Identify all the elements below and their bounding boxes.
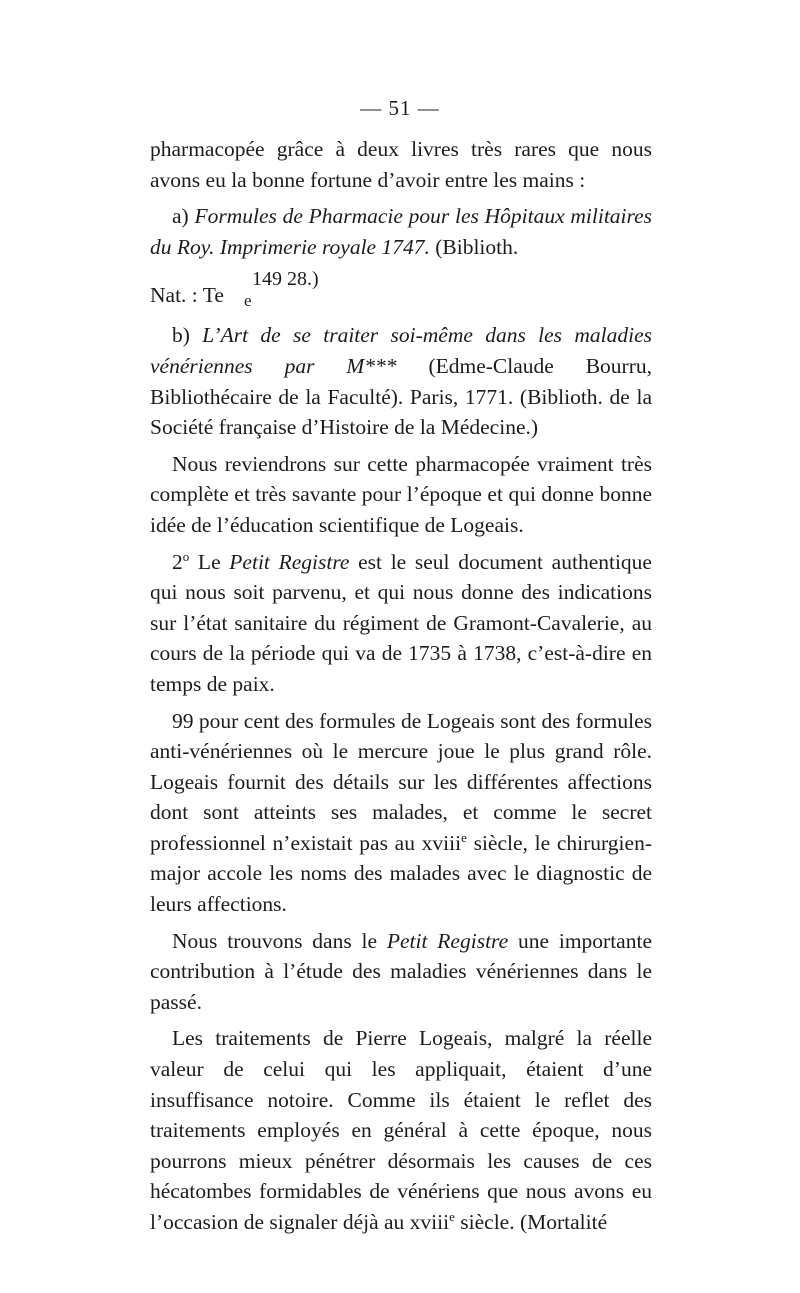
paragraph-intro-text: pharmacopée grâce à deux livres très rares que nous avons eu la bonne fortune d’avoir entre les mains : — [150, 137, 652, 192]
paragraph-reviendrons-text: Nous reviendrons sur cette pharmacopée vraiment très complète et très savante pour l’époque et qui donne bonne idée de l’éducation scientifique de Logeais. — [150, 451, 652, 537]
item-a-prefix: a) — [172, 204, 195, 229]
item-b-suffix: (Edme-Claude Bourru, Bibliothécaire de la Faculté). Paris, 1771. (Biblioth. de la Société française d’Histoire de la Médecine.) — [150, 353, 653, 440]
century-superscript: e — [461, 829, 467, 845]
catalogue-subscript: e — [244, 291, 252, 311]
catalogue-label: Nat. : Te — [150, 283, 224, 308]
paragraph-formules — [150, 706, 652, 920]
body-text — [150, 134, 652, 1244]
formules-text-before: 99 pour cent des formules de Logeais sont des formules anti-vénériennes où le mercure joue le plus grand rôle. Logeais fournit des détails sur les différentes affections dont sont atteints ses malades, et comme le secret professionnel n’existait pas au xviii — [150, 708, 652, 855]
petit-registre-le: Le — [189, 549, 230, 574]
paragraph-item-a — [150, 201, 652, 262]
century-superscript-2: e — [449, 1208, 455, 1224]
petit-registre-title: Petit Registre — [229, 549, 350, 574]
paragraph-traitements — [150, 1023, 652, 1237]
section-number: 2 — [172, 549, 183, 574]
catalogue-reference — [150, 268, 652, 311]
petit-registre-text: est le seul document authentique qui nous soit parvenu, et qui nous donne des indications sur l’état sanitaire du régiment de Gramont-Cavalerie, au cours de la période qui va de 1735 à 1738, c’est-à-dire en temps de paix. — [150, 549, 652, 696]
item-b-title: L’Art de se traiter soi-même dans les maladies vénériennes par M*** — [150, 323, 652, 378]
paragraph-intro — [150, 134, 652, 195]
item-a-suffix: (Biblioth. — [429, 234, 519, 259]
paragraph-contribution — [150, 926, 652, 1018]
page-number: — 51 — — [360, 96, 440, 120]
item-a-title: Formules de Pharmacie pour les Hôpitaux militaires du Roy. Imprimerie royale 1747. — [150, 204, 652, 259]
degree-sign: o — [182, 548, 190, 564]
traitements-text-before: Les traitements de Pierre Logeais, malgré la réelle valeur de celui qui les appliquait, étaient d’une insuffisance notoire. Comme ils étaient le reflet des traitements employés en général à cette époque, nous pourrons mieux pénétrer désormais les causes de ces hécatombes formidables de vénériens que nous avons eu l’occasion de signaler déjà au xviii — [150, 1026, 652, 1234]
formules-text-after: siècle, le chirurgien-major accole les noms des malades avec le diagnostic de leurs affections. — [150, 830, 652, 917]
contribution-prefix: Nous trouvons dans le — [172, 928, 387, 953]
paragraph-petit-registre — [150, 547, 652, 700]
traitements-text-after: siècle. (Mortalité — [454, 1210, 608, 1234]
paragraph-item-b — [150, 320, 652, 442]
item-b-prefix: b) — [172, 323, 203, 348]
contribution-title: Petit Registre — [386, 928, 509, 953]
catalogue-number: 149 28.) — [252, 268, 319, 291]
contribution-suffix: une importante contribution à l’étude des maladies vénériennes dans le passé. — [150, 928, 652, 1014]
paragraph-reviendrons — [150, 449, 652, 541]
